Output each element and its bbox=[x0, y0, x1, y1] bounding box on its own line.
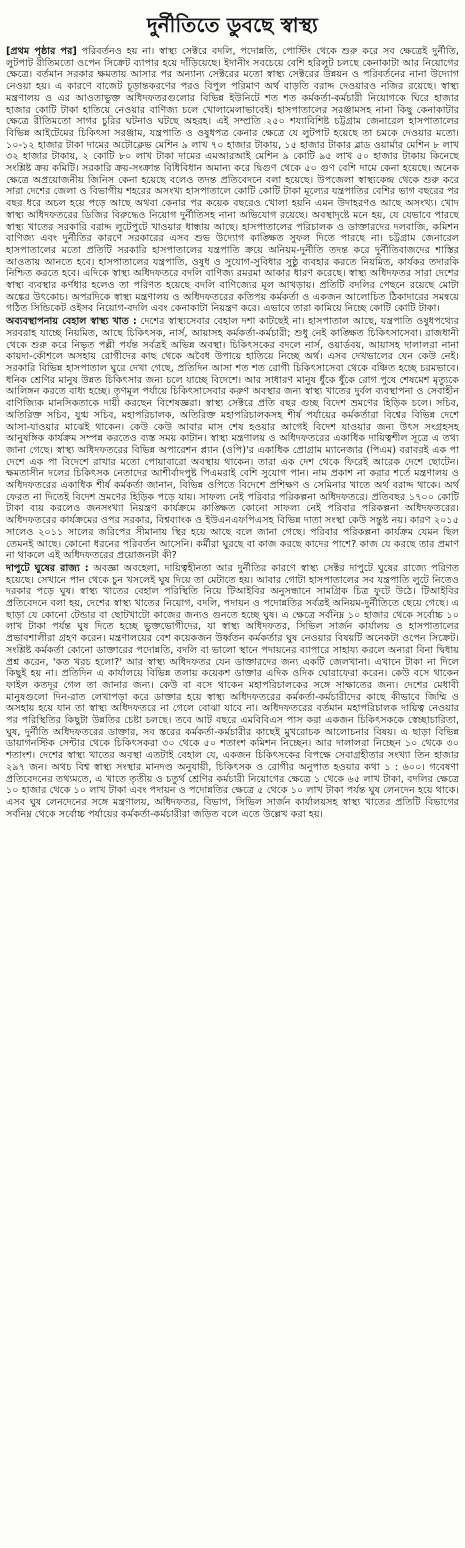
paragraph-mismanagement bbox=[6, 316, 459, 562]
paragraph-bribery bbox=[6, 563, 459, 820]
headline: দুর্নীতিতে ডুবছে স্বাস্থ্য bbox=[146, 13, 319, 37]
paragraph-continuation bbox=[6, 46, 459, 315]
paragraph-body: পরিবর্তনও হয় না। স্বাস্থ্য সেক্টরে বদলি, পদোন্নতি, পোস্টিং থেকে শুরু করে সব ক্ষেত্রেই দুর্নীতি, লুটপাট রীতিমতো ওপেন সিক্রেট ব্যাপার হয়ে দাঁড়িয়েছে। ইদানীং সবচেয়ে বেশি হরিলুট চলছে কেনাকাটা আর নিয়োগের ক্ষেত্রে। বর্তমান সরকার ক্ষমতায় আসার পর অন্যান্য সেক্টরের মতো স্বাস্থ্য সেক্টরের উন্নয়ন ও পরিবর্তনের নানা উদ্যোগ নেওয়া হয়। এ কারণে বাজেট চূড়ান্তকরণের পরও বিপুল পরিমাণ অর্থ বাড়তি বরাদ্দ দেওয়ারও নজির রয়েছে। স্বাস্থ্য মন্ত্রণালয় ও এর আওতাভুক্ত অধিদফতরগুলোর বিভিন্ন ইউনিটে শত শত কর্মকর্তা-কর্মচারী নিয়োগকে ঘিরে হাজার হাজার কোটি টাকা হাতিয়ে নেওয়ার বাণিজ্য চলে খোলামেলাভাবেই। হাসপাতালের সরঞ্জামসহ নানা কিছু কেনাকাটার ক্ষেত্রে রীতিমতো সাগর চুরির ঘটনাও ঘটছে অহরহ। এই সম্প্রতি ২৫০ শয্যাবিশিষ্ট চট্টগ্রাম জেনারেল হাসপাতালের বিভিন্ন আইটেমের চিকিৎসা সরঞ্জাম, যন্ত্রপাতি ও ওষুধপত্র কেনার ক্ষেত্রে যে লুটপাট হয়েছে তা চমকে দেওয়ার মতো। ১০-১২ হাজার টাকা দামের অটোক্লেভ মেশিন ৯ লাখ ৭০ হাজার টাকায়, ১৫ হাজার টাকার ব্লাড ওয়ার্মার মেশিন ৮ লাখ ৩২ হাজার টাকায়, ২ কোটি ৮০ লাখ টাকা দামের এমআরআই মেশিন ৯ কোটি ৯৫ লাখ ৫০ হাজার টাকায় কিনেছে সংশ্লিষ্ট ক্রয় কমিটি। সরকারি ক্রয়-সংক্রান্ত বিধিবিধান অমান্য করে দ্বিগুণ থেকে ৫০ গুণ বেশি দামে কেনা হয়েছে। অনেক ক্ষেত্রে অপ্রয়োজনীয় জিনিস কেনা হয়েছে বলেও তদন্ত প্রতিবেদনে বলা হয়েছে। উপজেলা স্বাস্থ্যকেন্দ্র থেকে শুরু করে সারা দেশের জেলা ও বিভাগীয় শহরের অসংখ্য হাসপাতালে কোটি কোটি টাকা মূল্যের যন্ত্রপাতির বেশির ভাগ বছরের পর বছর ধরে অচল হয়ে পড়ে আছে অথবা কেনার পর কয়েক বছরেও খোলা হয়নি এমন উদাহরণও আছে অসংখ্য। খোদ স্বাস্থ্য অধিদফতরের ডিজির বিরুদ্ধেও নিয়োগ দুর্নীতিসহ নানা অভিযোগ রয়েছে। অবস্থাদৃষ্টে মনে হয়, যে যেভাবে পারছে স্বাস্থ্য খাতের সরকারি বরাদ্দ লুটেপুটে খাওয়ার ধান্ধায় আছে। হাসপাতালের পরিচালক ও ডাক্তারদের দলবাজি, কমিশন বাণিজ্য এবং দুর্নীতির কারণে সরকারের এসব শুভ উদ্যোগ কাঙ্ক্ষিত সুফল দিতে পারছে না। চট্টগ্রাম জেনারেল হাসপাতালের মতো প্রতিটি সরকারি হাসপাতালের যন্ত্রপাতি ক্রয়ে অনিয়ম-দুর্নীতি তদন্ত করে দুর্নীতিবাজদের শাস্তির আওতায় আনতে হবে। হাসপাতালের যন্ত্রপাতি, ওষুধ ও সুযোগ-সুবিধার সুষ্ঠু ব্যবহার করতে নিয়মিত, কার্যকর তদারকি নিশ্চিত করতে হবে। এদিকে স্বাস্থ্য অধিদফতরে বদলি বাণিজ্য রমরমা আকার ধারণ করেছে। স্বাস্থ্য অধিদফতর সারা দেশের স্বাস্থ্য ব্যবস্থার কর্ণধার হলেও তা পরিণত হয়েছে বদলি বাণিজ্যের মূল আখড়ায়। প্রতিটি বদলির পেছনে রয়েছে মোটা অঙ্কের উৎকোচ। অপরদিকে স্বাস্থ্য মন্ত্রণালয় ও অধিদফতরের কতিপয় কর্মকর্তা ও একজন আলোচিত ঠিকাদারের সমন্বয়ে গঠিত সিন্ডিকেট ওইসব নিয়োগ-বদলি এবং কেনাকাটা নিয়ন্ত্রণ করে। এভাবে তারা কামিয়ে নিচ্ছে কোটি কোটি টাকা। bbox=[6, 46, 459, 315]
paragraph-lead: দাপুটে ঘুষের রাজ্য : bbox=[6, 562, 89, 574]
paragraph-body: অবজ্ঞা অবহেলা, দায়িত্বহীনতা আর দুর্নীতির কারণে স্বাস্থ্য সেক্টর দাপুটে ঘুষের রাজ্যে পরিণত হয়েছে। সেখানে পান থেকে চুন খসলেই ঘুষ দিয়ে তা মেটাতে হয়। আবার গোটা হাসপাতালের সব যন্ত্রপাতি লুটে নিতেও দরকার পড়ে ঘুষ। স্বাস্থ্য খাতের বেহাল পরিস্থিতি নিয়ে টিআইবির অনুসন্ধানে সামগ্রিক চিত্র ফুটে উঠে। টিআইবির প্রতিবেদনে বলা হয়, দেশের স্বাস্থ্য খাতের নিয়োগ, বদলি, পদায়ন ও পদোন্নতির সর্বত্রই অনিয়ম-দুর্নীতিতে ছেয়ে গেছে। এ ছাড়া যে কোনো টেন্ডার বা ছোটখাটো কাজের জন্যও গুনতে হচ্ছে ঘুষ। এ ক্ষেত্রে সর্বনিম্ন ১০ হাজার থেকে সর্বোচ্চ ১০ লাখ টাকা পর্যন্ত ঘুষ দিতে হচ্ছে ভুক্তভোগীদের, যা স্বাস্থ্য অধিদফতর, সিভিল সার্জন কার্যালয় ও হাসপাতালের প্রভাবশালীরা গ্রহণ করেন। মন্ত্রণালয়ের বেশ কয়েকজন উর্ধ্বতন কর্মকর্তার ঘুষ নেওয়ার বিষয়টি অনেকটা ওপেন সিক্রেট। সংশ্লিষ্ট কর্মকর্তা কোনো ডাক্তারের পদোন্নতি, বদলি বা ভালো স্থানে পদায়নের ব্যাপারে সাহায্য করলে অন্যরা বিনা দ্বিধায় প্রশ্ন করেন, 'কত খরচ হলো?' আর স্বাস্থ্য অধিদফতর যেন ডাক্তারদের জন্য একটি জেলখানা। এখানে টাকা না দিলে কিছুই হয় না। প্রতিদিন এ কার্যালয়ে বিভিন্ন তলায় কয়েকশ ডাক্তার এদিক ওদিক ঘোরাফেরা করেন। কেউ বসে থাকেন ফাইল কতদূর গেল তা জানার জন্য। কেউ বা বসে থাকেন মহাপরিচালকের সঙ্গে সাক্ষাতের জন্য। দেশের মেধাবী মানুষগুলো দিন-রাত লেখাপড়া করে ডাক্তার হয়ে স্বাস্থ্য অধিদফতরের কর্মকর্তা-কর্মচারীদের কাছে কীভাবে জিম্মি ও অসহায় হয়ে যান তা স্বাস্থ্য অধিদফতরে না গেলে বোঝা যাবে না। অধিদফতরের বর্তমান মহাপরিচালক দায়িত্ব নেওয়ার পর পরিস্থিতির কিছুটা উন্নতির চেষ্টা চলছে। তবে আট বছরে এমবিবিএস পাস করা একজন চিকিৎসককে স্বেচ্ছাচারিতা, ঘুষ, দুর্নীতি অধিদফতরের ডাক্তার, সব স্তরের কর্মকর্তা-কর্মচারীর কাছেই মুখরোচক আলোচনার বিষয়। এ ছাড়া বিভিন্ন ডায়াগনস্টিক সেন্টার থেকে চিকিৎসকরা ৩০ থেকে ৫০ শতাংশ কমিশন নিচ্ছেন। আর দালালরা নিচ্ছেন ১০ থেকে ৩০ শতাংশ। দেশের স্বাস্থ্য খাতের অবস্থা এতটাই বেহাল যে, একজন চিকিৎসকের বিপক্ষে সেবাগ্রহীতার সংখ্যা তিন হাজার ২৯৭ জন। অথচ বিশ্ব স্বাস্থ্য সংস্থার মানদণ্ড অনুযায়ী, চিকিৎসক ও রোগীর অনুপাত হওয়ার কথা ১ : ৬০০। গবেষণা প্রতিবেদনের তথ্যমতে, এ খাতে তৃতীয় ও চতুর্থ শ্রেণির কর্মচারী নিয়োগের ক্ষেত্রে ১ থেকে ৬৫ লাখ টাকা, বদলির ক্ষেত্রে ১০ হাজার থেকে ১০ লাখ টাকা এবং পদায়ন ও পদোন্নতির ক্ষেত্রে ৫ থেকে ১০ লাখ টাকা পর্যন্ত ঘুষ লেনদেন হয়ে থাকে। এসব ঘুষ লেনদেনের সঙ্গে মন্ত্রণালয়, অধিদফতর, বিভাগ, সিভিল সার্জন কার্যালয়সহ স্বাস্থ্য খাতের প্রতিটি বিভাগের সর্বনিম্ন থেকে সর্বোচ্চ পর্যায়ের কর্মকর্তা-কর্মচারীরা জড়িত বলে এতে উল্লেখ করা হয়। bbox=[6, 562, 459, 820]
paragraph-body: দেশের স্বাস্থ্যসেবার বেহাল দশা কাটছেই না। হাসপাতাল আছে, যন্ত্রপাতি ওষুধপথ্যের সরবরাহ যাচ্ছে নিয়মিত, আছে চিকিৎসক, নার্স, আয়াসহ কর্মকর্তা-কর্মচারী; শুধু নেই কাঙ্ক্ষিত চিকিৎসাসেবা। রাজধানী থেকে শুরু করে নিভৃত পল্লী পর্যন্ত সর্বত্রই অভিন্ন অবস্থা। চিকিৎসকের বদলে নার্স, ওয়ার্ডবয়, আয়াসহ দালালরা নানা কায়দা-কৌশলে অসহায় রোগীদের কাছ থেকে অবৈধ উপায়ে হাতিয়ে নিচ্ছে অর্থ। এসব দেখভালের যেন কেউ নেই। সরকারি বিভিন্ন হাসপাতাল ঘুরে দেখা গেছে, প্রতিদিন আসা শত শত রোগী চিকিৎসাসেবা থেকে বঞ্চিত হচ্ছে চরমভাবে। ধনিক শ্রেণির মানুষ উন্নত চিকিৎসার জন্য চলে যাচ্ছে বিদেশে। আর সাধারণ মানুষ ধুঁকে ধুঁকে রোগ পুষে শেষমেশ মৃত্যুকে আলিঙ্গন করতে বাধ্য হচ্ছে। তৃণমূল পর্যায়ে চিকিৎসাসেবার করুণ অবস্থার জন্য স্বাস্থ্য খাতের দুর্বল ব্যবস্থাপনা ও সেবাহীন বাণিজ্যিক মানসিকতাকে দায়ী করছেন বিশেষজ্ঞরা। স্বাস্থ্য সেক্টরে প্রতি বছর গুচ্ছ বিদেশ ভ্রমণের হিড়িক চলে। সচিব, অতিরিক্ত সচিব, যুগ্ম সচিব, মহাপরিচালক, অতিরিক্ত মহাপরিচালকসহ শীর্ষ পর্যায়ের কর্মকর্তারা বিশ্বের বিভিন্ন দেশে আসা-যাওয়ার মাঝেই থাকেন। কেউ কেউ আবার মাস শেষ হওয়ার আগেই বিদেশ যাওয়ার জন্য উৎস সংগ্রহসহ আনুষঙ্গিক কার্যক্রম সম্পন্ন করতেও ব্যস্ত সময় কাটান। স্বাস্থ্য মন্ত্রণালয় ও অধিদফতরের একাধিক দায়িত্বশীল সূত্রে এ তথ্য জানা গেছে। স্বাস্থ্য অধিদফতরের বিভিন্ন অপারেশন প্ল্যান (ওপি)'র একাধিক প্রোগ্রাম ম্যানেজার (পিএম) বরাবরই এক পা দেশে এক পা বিদেশে রাখার মতো পোয়াবারো অবস্থায় থাকেন। তারা এক দেশ থেকে ফিরেই আরেক দেশে ছোটেন। ক্ষমতাসীন দলের চিকিৎসক নেতাদের আশীর্বাদপুষ্ট পিএমরাই বেশি সুযোগ পান। নাম প্রকাশ না করার শর্তে মন্ত্রণালয় ও অধিদফতরের একাধিক শীর্ষ কর্মকর্তা জানান, বিভিন্ন ওপিতে বিদেশে প্রশিক্ষণ ও সেমিনার খাতে অর্থ বরাদ্দ থাকে। অর্থ ফেরত না দিতেই বিদেশ ভ্রমণের হিড়িক পড়ে যায়। সাফল্য নেই পরিবার পরিকল্পনা অধিদফতরে। প্রতিবছর ১৭০০ কোটি টাকা ব্যয় করলেও জনসংখ্যা নিয়ন্ত্রণ কার্যক্রমে কাঙ্ক্ষিত কোনো সাফল্য নেই পরিবার পরিকল্পনা অধিদফতরের। অধিদফতরের কার্যক্রমের ওপর সরকার, বিশ্বব্যাংক ও ইউএনএফপিএসহ বিভিন্ন দাতা সংস্থা কেউ সন্তুষ্ট নয়। কারণ ২০১৫ সালেও ২০১১ সালের জরিপের সীমানায় স্থির হয়ে আছে বলে জানা গেছে। পরিবার পরিকল্পনা কার্যক্রম যেমন ছিল তেমনই আছে। কোনো ধরনের পরিবর্তন আসেনি। কর্মীরা ঘুরছে বা কাজ করছে কাদের পাশে? কাজ যে করছে তার প্রমাণ না থাকলে এই অধিদফতরের প্রয়োজনটা কী? bbox=[6, 316, 459, 562]
paragraph-lead: [প্রথম পৃষ্ঠার পর] bbox=[6, 46, 77, 57]
paragraph-lead: অব্যবস্থাপনায় বেহাল স্বাস্থ্য খাত : bbox=[6, 316, 137, 328]
